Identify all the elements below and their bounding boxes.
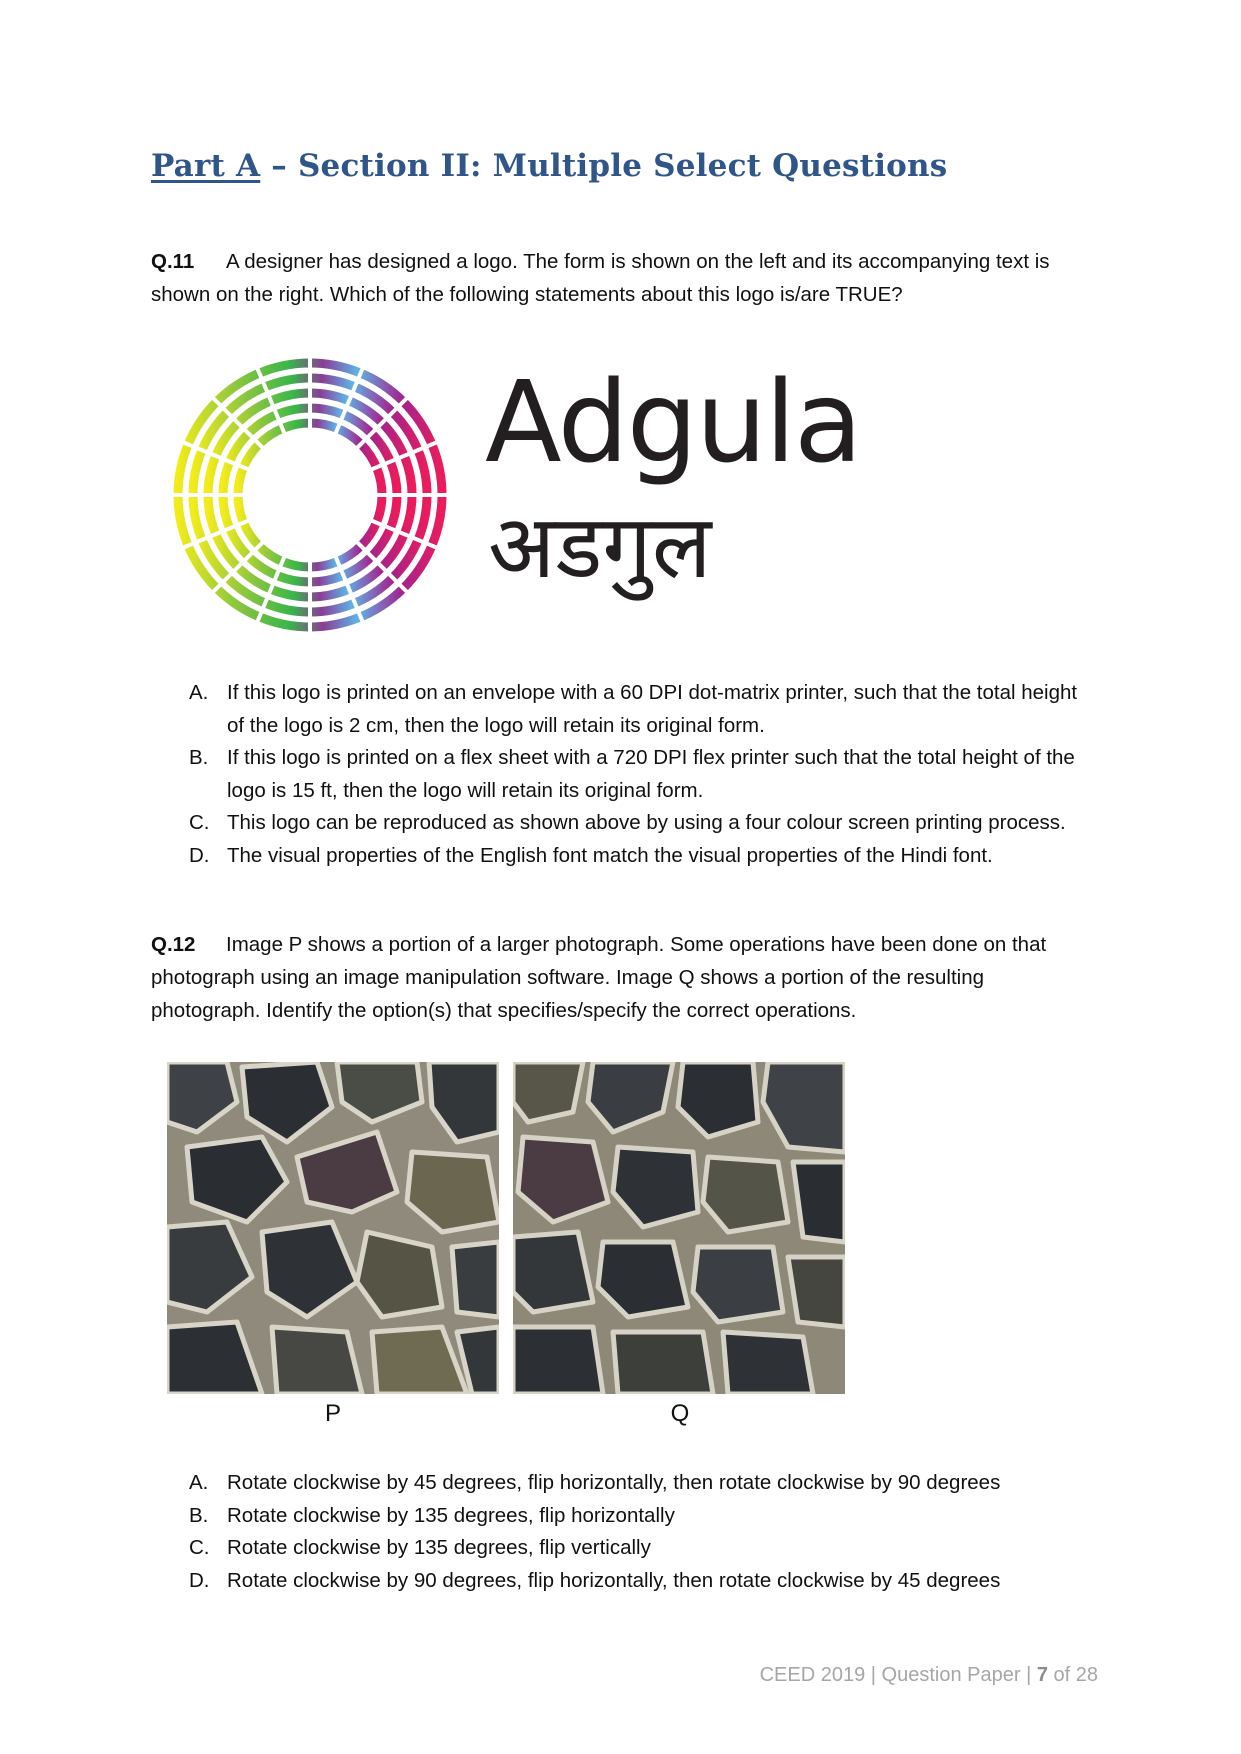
image-label-p: P [324,1400,341,1427]
option-text: If this logo is printed on an envelope with a 60 DPI dot-matrix printer, such that the total height of the logo is 2 cm, then the logo will retain its original form. [227,681,1078,737]
option-letter: B. [189,1503,209,1527]
option-letter: B. [189,746,209,769]
section-heading-part: Part A [151,148,261,184]
section-heading [151,148,947,184]
option-d [189,1565,1094,1598]
section-heading-title: – Section II: Multiple Select Questions [260,148,948,184]
stone-wall-photo-p [167,1062,499,1394]
option-letter: A. [189,681,209,704]
option-d [189,840,1094,873]
question-12-options [189,1467,1094,1597]
option-text: Rotate clockwise by 135 degrees, flip horizontally [227,1503,675,1527]
option-a [189,1467,1094,1500]
question-11 [151,245,1081,311]
question-11-text: A designer has designed a logo. The form is shown on the left and its accompanying text is shown on the right. Which of the following statements about this logo is/are TRUE? [151,250,1050,306]
footer-page-number: 7 [1036,1664,1048,1686]
option-text: This logo can be reproduced as shown above by using a four colour screen printing process. [227,811,1066,834]
option-a [189,677,1094,742]
stone-wall-photo-q [513,1062,845,1394]
question-11-number: Q.11 [151,250,195,273]
question-12-text: Image P shows a portion of a larger photograph. Some operations have been done on that photograph using an image manipulation software. Image Q shows a portion of the resulting photograph. Identify the option(s) that specifies/specify the correct operations. [151,933,1047,1022]
option-c [189,807,1094,840]
option-c [189,1532,1094,1565]
page-footer [760,1664,1098,1687]
question-11-options [189,677,1094,872]
adgula-logo [170,355,870,645]
logo-english-text: Adgula [485,358,861,488]
footer-prefix: CEED 2019 | Question Paper | [759,1664,1037,1686]
option-letter: C. [189,811,210,834]
concentric-ring-logo-mark [170,355,450,635]
option-b [189,1500,1094,1533]
option-letter: A. [189,1471,209,1494]
question-12 [151,928,1081,1027]
option-letter: C. [189,1536,210,1559]
logo-hindi-text: अडगुल [488,495,712,598]
option-b [189,742,1094,807]
option-text: If this logo is printed on a flex sheet with a 720 DPI flex printer such that the total height of the logo is 15 ft, then the logo will retain its original form. [227,746,1075,802]
option-letter: D. [189,843,210,867]
option-text: Rotate clockwise by 135 degrees, flip vertically [227,1536,651,1559]
option-text: Rotate clockwise by 45 degrees, flip horizontally, then rotate clockwise by 90 degrees [227,1471,1001,1494]
question-12-number: Q.12 [151,933,196,956]
option-text: Rotate clockwise by 90 degrees, flip horizontally, then rotate clockwise by 45 degrees [227,1568,1001,1592]
option-text: The visual properties of the English font match the visual properties of the Hindi font. [227,843,993,867]
image-label-q: Q [670,1400,690,1427]
option-letter: D. [189,1568,210,1592]
footer-suffix: of 28 [1047,1664,1098,1686]
